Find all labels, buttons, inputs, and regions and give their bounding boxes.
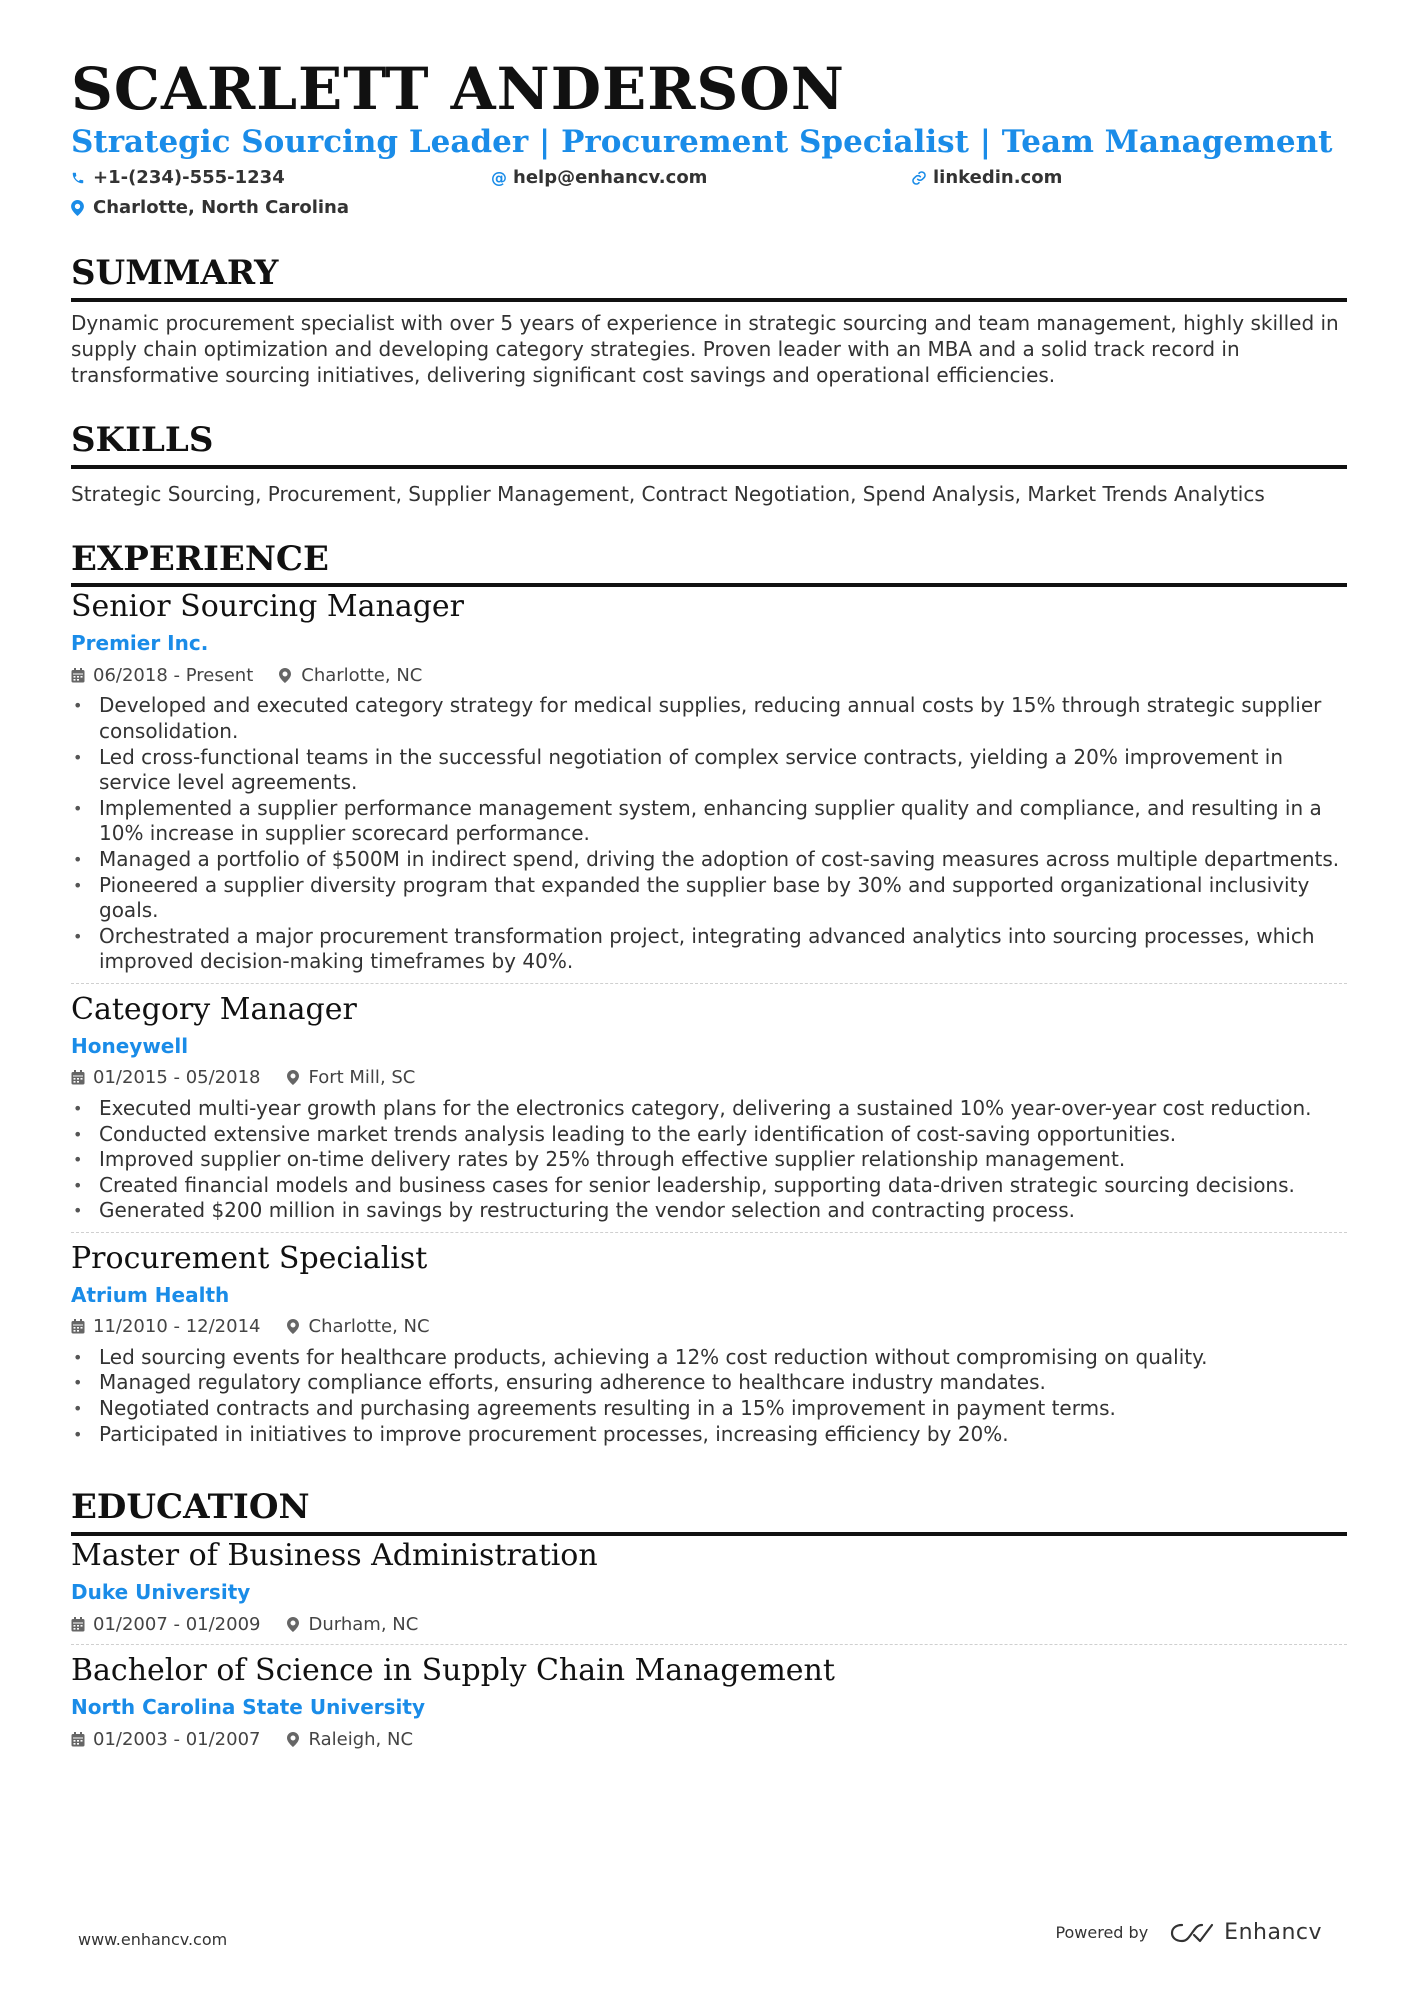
education-meta xyxy=(71,1612,1347,1636)
link-icon xyxy=(911,170,933,186)
job-bullet: • Conducted extensive market trends analysis leading to the early identification of cost-saving opportunities. xyxy=(71,1122,1347,1148)
powered-by-label: Powered by xyxy=(1055,1923,1149,1942)
summary-text: Dynamic procurement specialist with over 5 years of experience in strategic sourcing and team management, highly skilled in supply chain optimization and developing category strategies. Proven leader with an MBA and a solid track record in transformative sourcing initiatives, delivering significant cost savings and operational efficiencies. xyxy=(71,310,1339,387)
job-bullet: • Orchestrated a major procurement transformation project, integrating advanced analytics into sourcing processes, which improved decision-making timeframes by 40%. xyxy=(71,924,1347,975)
degree: Master of Business Administration xyxy=(71,1538,598,1574)
job-bullet: • Managed regulatory compliance efforts, ensuring adherence to healthcare industry mandates. xyxy=(71,1370,1347,1396)
education-list xyxy=(71,1536,1347,1759)
job-bullet: • Led cross-functional teams in the successful negotiation of complex service contracts, yielding a 20% improvement in service level agreements. xyxy=(71,745,1347,796)
calendar-icon xyxy=(71,1617,93,1632)
job-dates-text: 06/2018 - Present xyxy=(93,664,254,686)
footer-branding xyxy=(1055,1920,1322,1945)
footer-website[interactable]: www.enhancv.com xyxy=(78,1930,228,1949)
job-dates xyxy=(71,1316,261,1337)
calendar-icon xyxy=(71,1319,93,1334)
job-meta xyxy=(71,1066,1347,1090)
job-title: Senior Sourcing Manager xyxy=(71,589,465,625)
contact-linkedin[interactable] xyxy=(911,165,1331,191)
job-location xyxy=(287,1067,416,1088)
location-pin-icon xyxy=(287,1070,309,1085)
job-location xyxy=(287,1316,430,1337)
job-bullet: • Managed a portfolio of $500M in indirect spend, driving the adoption of cost-saving measures across multiple departments. xyxy=(71,847,1347,873)
job-location-text: Charlotte, NC xyxy=(301,664,423,686)
education-dates-text: 01/2003 - 01/2007 xyxy=(93,1728,261,1750)
contact-phone[interactable] xyxy=(71,165,491,191)
skills-heading: SKILLS xyxy=(71,420,1347,469)
job-location-text: Charlotte, NC xyxy=(308,1316,430,1338)
education-entry xyxy=(71,1644,1347,1759)
job-entry xyxy=(71,1232,1347,1455)
at-icon: @ xyxy=(491,168,507,188)
job-bullets xyxy=(71,693,1347,975)
brand-name[interactable]: Enhancv xyxy=(1224,1920,1322,1945)
job-dates-text: 01/2015 - 05/2018 xyxy=(93,1067,261,1089)
phone-icon xyxy=(71,171,93,185)
skills-text: Strategic Sourcing, Procurement, Supplier Management, Contract Negotiation, Spend Analysis, Market Trends Analytics xyxy=(71,481,1265,506)
education-location xyxy=(287,1729,414,1750)
job-dates xyxy=(71,1067,261,1088)
education-location-text: Durham, NC xyxy=(308,1613,419,1635)
enhancv-logo-icon xyxy=(1170,1921,1214,1945)
location-text: Charlotte, North Carolina xyxy=(93,197,349,219)
school-name: North Carolina State University xyxy=(71,1695,425,1720)
job-dates-text: 11/2010 - 12/2014 xyxy=(93,1316,261,1338)
linkedin-text: linkedin.com xyxy=(933,167,1063,189)
school-name: Duke University xyxy=(71,1580,251,1605)
location-pin-icon xyxy=(287,1319,309,1334)
job-meta xyxy=(71,663,1347,687)
education-meta xyxy=(71,1727,1347,1751)
job-bullet: • Led sourcing events for healthcare products, achieving a 12% cost reduction without compromising on quality. xyxy=(71,1345,1347,1371)
education-dates xyxy=(71,1729,261,1750)
experience-list xyxy=(71,587,1347,1455)
job-bullet: • Created financial models and business cases for senior leadership, supporting data-driven strategic sourcing decisions. xyxy=(71,1173,1347,1199)
job-location-text: Fort Mill, SC xyxy=(308,1067,416,1089)
job-entry xyxy=(71,983,1347,1232)
job-bullet: • Pioneered a supplier diversity program that expanded the supplier base by 30% and supported organizational inclusivity goals. xyxy=(71,873,1347,924)
company-name: Atrium Health xyxy=(71,1282,230,1307)
education-location-text: Raleigh, NC xyxy=(308,1728,414,1750)
education-dates xyxy=(71,1614,261,1635)
headline: Strategic Sourcing Leader | Procurement Specialist | Team Management xyxy=(71,123,1333,160)
job-dates xyxy=(71,665,253,686)
degree: Bachelor of Science in Supply Chain Management xyxy=(71,1653,835,1689)
education-heading: EDUCATION xyxy=(71,1487,1347,1536)
job-bullet: • Improved supplier on-time delivery rates by 25% through effective supplier relationship management. xyxy=(71,1147,1347,1173)
education-dates-text: 01/2007 - 01/2009 xyxy=(93,1613,261,1635)
experience-heading: EXPERIENCE xyxy=(71,539,1347,588)
email-text: help@enhancv.com xyxy=(513,167,708,189)
job-title: Category Manager xyxy=(71,991,357,1027)
job-bullet: • Generated $200 million in savings by restructuring the vendor selection and contracting process. xyxy=(71,1198,1347,1224)
job-bullet: • Negotiated contracts and purchasing agreements resulting in a 15% improvement in payment terms. xyxy=(71,1396,1347,1422)
job-bullets xyxy=(71,1345,1347,1447)
education-location xyxy=(287,1614,419,1635)
education-section xyxy=(71,1487,1347,1759)
job-bullet: • Participated in initiatives to improve procurement processes, increasing efficiency by 20%. xyxy=(71,1422,1347,1448)
candidate-name: SCARLETT ANDERSON xyxy=(71,55,845,123)
job-title: Procurement Specialist xyxy=(71,1240,428,1276)
location-pin-icon xyxy=(71,200,93,216)
experience-section xyxy=(71,539,1347,1456)
contact-email[interactable] xyxy=(491,165,911,191)
company-name: Honeywell xyxy=(71,1033,189,1058)
company-name: Premier Inc. xyxy=(71,631,209,656)
contact-info xyxy=(71,165,1347,221)
calendar-icon xyxy=(71,1070,93,1085)
location-pin-icon xyxy=(287,1732,309,1747)
summary-heading: SUMMARY xyxy=(71,253,1347,302)
education-entry xyxy=(71,1536,1347,1644)
job-location xyxy=(279,665,422,686)
summary-section xyxy=(71,253,1347,388)
phone-text: +1-(234)-555-1234 xyxy=(93,167,285,189)
location-pin-icon xyxy=(279,668,301,683)
location-pin-icon xyxy=(287,1617,309,1632)
job-meta xyxy=(71,1315,1347,1339)
job-entry xyxy=(71,587,1347,983)
job-bullet: • Developed and executed category strategy for medical supplies, reducing annual costs by 15% through strategic supplier consolidation. xyxy=(71,693,1347,744)
job-bullets xyxy=(71,1096,1347,1224)
contact-location xyxy=(71,195,491,221)
calendar-icon xyxy=(71,1732,93,1747)
job-bullet: • Executed multi-year growth plans for the electronics category, delivering a sustained 10% year-over-year cost reduction. xyxy=(71,1096,1347,1122)
calendar-icon xyxy=(71,668,93,683)
skills-section xyxy=(71,420,1347,507)
job-bullet: • Implemented a supplier performance management system, enhancing supplier quality and compliance, and resulting in a 10% increase in supplier scorecard performance. xyxy=(71,796,1347,847)
resume-page xyxy=(71,55,1347,1759)
